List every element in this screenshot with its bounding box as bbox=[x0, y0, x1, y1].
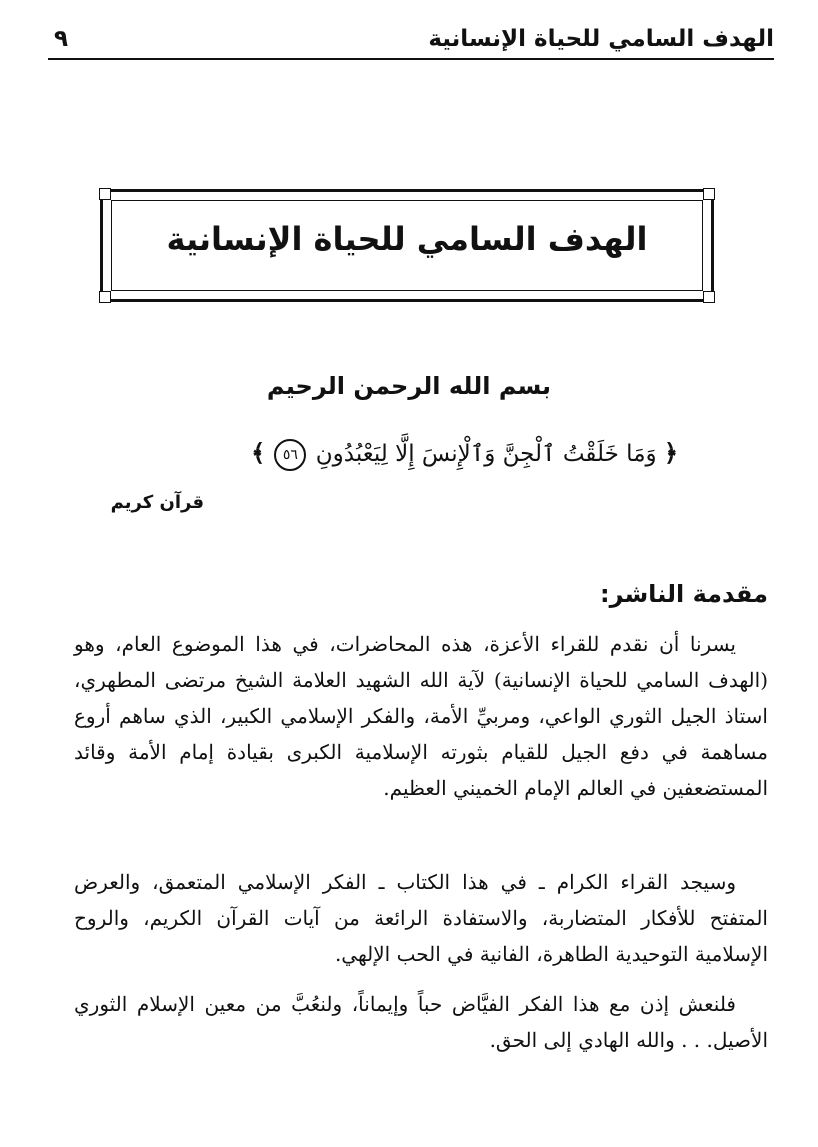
paragraph-text: وسيجد القراء الكرام ـ في هذا الكتاب ـ الفكر الإسلامي المتعمق، والعرض المتفتح للأفكار المتضاربة، والاستفادة الرائعة من آيات القرآن الكريم، والروح الإسلامية التوحيدية الطاهرة، الفانية في الحب الإلهي. bbox=[74, 870, 768, 966]
basmala: بسم الله الرحمن الرحيم bbox=[266, 372, 552, 400]
preface-paragraph bbox=[74, 986, 768, 1058]
frame-corner-ornament bbox=[703, 291, 715, 303]
paragraph-text: يسرنا أن نقدم للقراء الأعزة، هذه المحاضرات، في هذا الموضوع العام، وهو (الهدف السامي للحياة الإنسانية) لآية الله الشهيد العلامة الشيخ مرتضى المطهري، استاذ الجيل الثوري الواعي، ومربيِّ الأمة، والفكر الإسلامي الكبير، الذي ساهم أروع مساهمة في دفع الجيل للقيام بثورته الإسلامية الكبرى بقيادة إمام الأمة وقائد المستضعفين في العالم الإمام الخميني العظيم. bbox=[74, 632, 768, 800]
verse-source: قرآن كريم bbox=[110, 492, 204, 513]
running-title: الهدف السامي للحياة الإنسانية bbox=[428, 26, 774, 52]
frame-corner-ornament bbox=[99, 291, 111, 303]
ayah-number-marker: ٥٦ bbox=[274, 439, 306, 471]
running-header bbox=[48, 22, 774, 60]
page-number: ٩ bbox=[54, 26, 69, 52]
frame-corner-ornament bbox=[99, 188, 111, 200]
quran-verse bbox=[251, 438, 678, 471]
title-frame bbox=[100, 189, 714, 302]
chapter-title: الهدف السامي للحياة الإنسانية bbox=[166, 220, 648, 258]
preface-heading: مقدمة الناشر: bbox=[600, 580, 768, 608]
preface-paragraph bbox=[74, 626, 768, 806]
verse-open-bracket: ﴿ bbox=[663, 438, 678, 467]
verse-text: وَمَا خَلَقْتُ ٱلْجِنَّ وَٱلْإِنسَ إِلَّا لِيَعْبُدُونِ bbox=[315, 441, 657, 467]
frame-corner-ornament bbox=[703, 188, 715, 200]
paragraph-text: فلنعش إذن مع هذا الفكر الفيَّاض حباً وإيماناً، ولنعُبَّ من معين الإسلام الثوري الأصيل. . . والله الهادي إلى الحق. bbox=[74, 992, 768, 1052]
preface-paragraph bbox=[74, 864, 768, 972]
verse-close-bracket: ﴾ bbox=[251, 438, 266, 467]
